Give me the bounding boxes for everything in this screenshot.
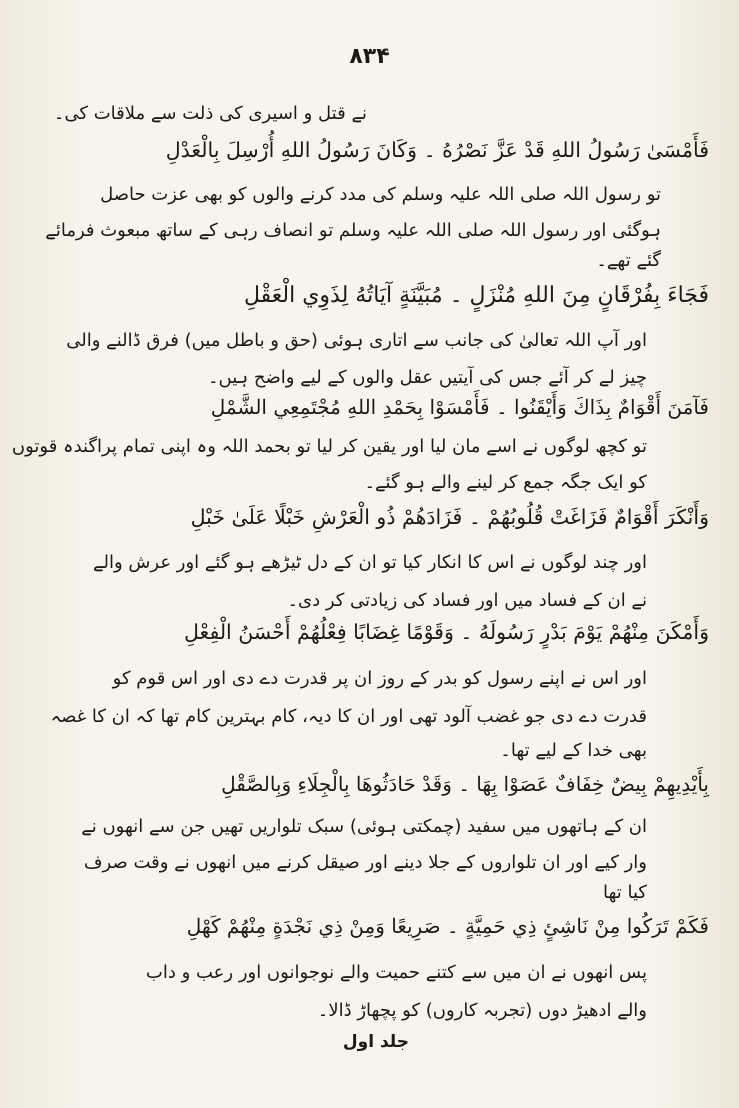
text-line-17: پس انھوں نے ان میں سے کتنے حمیت والے نوجوانوں اور رعب و داب <box>145 962 647 983</box>
text-line-16: کیا تھا <box>603 882 647 903</box>
text-line-3: ہوگئی اور رسول اللہ صلی اللہ علیہ وسلم تو انصاف رہی کے ساتھ مبعوث فرمائے <box>45 220 661 241</box>
page-number: ۸۳۴ <box>349 44 390 69</box>
text-line-13: بھی خدا کے لیے تھا۔ <box>500 740 647 761</box>
verse-line-4: وَأَنْكَرَ أَقْوَامٌ فَزَاغَتْ قُلُوبُهُمْ ۔ فَزَادَهُمْ ذُو الْعَرْشِ خَبْلًا عَلَىٰ خَبْلِ <box>190 505 709 529</box>
verse-line-7: فَكَمْ تَرَكُوا مِنْ نَاشِئٍ ذِي حَمِيَّةٍ ۔ صَرِيعًا وَمِنْ ذِي نَجْدَةٍ مِنْهُمْ كَهْلِ <box>186 914 709 938</box>
text-line-14: ان کے ہاتھوں میں سفید (چمکتی ہوئی) سبک تلواریں تھیں جن سے انھوں نے <box>81 816 647 837</box>
volume-label: جلد اول <box>342 1032 409 1052</box>
verse-line-1: فَأَمْسَىٰ رَسُولُ اللهِ قَدْ عَزَّ نَصْرُهُ ۔ وَكَانَ رَسُولُ اللهِ أُرْسِلَ بِالْعَدْلِ <box>165 138 709 162</box>
verse-line-3: فَآمَنَ أَقْوَامٌ بِذَاكَ وَأَيْقَنُوا ۔ فَأَمْسَوْا بِحَمْدِ اللهِ مُجْتَمِعِي الشَّمْلِ <box>210 395 709 419</box>
verse-line-2: فَجَاءَ بِفُرْقَانٍ مِنَ اللهِ مُنْزَلٍ ۔ مُبَيَّنَةٍ آيَاتُهُ لِذَوِي الْعَقْلِ <box>244 283 709 308</box>
text-line-15: وار کیے اور ان تلواروں کے جلا دینے اور صیقل کرنے میں انھوں نے وقت صرف <box>83 852 647 873</box>
verse-line-5: وَأَمْكَنَ مِنْهُمْ يَوْمَ بَدْرٍ رَسُولَهُ ۔ وَقَوْمًا غِضَابًا فِعْلُهُمْ أَحْسَنُ الْفِعْلِ <box>184 620 709 644</box>
text-line-12: قدرت دے دی جو غضب آلود تھی اور ان کا دیہ، کام بہترین کام تھا کہ ان کا غصہ <box>50 706 647 727</box>
text-line-6: چیز لے کر آئے جس کی آیتیں عقل والوں کے لیے واضح ہیں۔ <box>207 367 647 388</box>
text-line-2: تو رسول اللہ صلی اللہ علیہ وسلم کی مدد کرنے والوں کو بھی عزت حاصل <box>100 184 661 205</box>
text-line-8: کو ایک جگہ جمع کر لینے والے ہو گئے۔ <box>364 472 647 493</box>
text-line-1: نے قتل و اسیری کی ذلت سے ملاقات کی۔ <box>53 103 367 124</box>
text-line-5: اور آپ اللہ تعالیٰ کی جانب سے اتاری ہوئی (حق و باطل میں) فرق ڈالنے والی <box>66 330 647 351</box>
text-line-7: تو کچھ لوگوں نے اسے مان لیا اور یقین کر لیا تو بحمد اللہ وہ اپنی تمام پراگندہ قوتوں <box>11 436 647 457</box>
text-line-9: اور چند لوگوں نے اس کا انکار کیا تو ان کے دل ٹیڑھے ہو گئے اور عرش والے <box>92 552 647 573</box>
text-line-10: نے ان کے فساد میں اور فساد کی زیادتی کر دی۔ <box>287 590 647 611</box>
text-line-18: والے ادھیڑ دوں (تجربہ کاروں) کو پچھاڑ ڈالا۔ <box>317 1000 647 1021</box>
verse-line-6: بِأَيْدِيهِمْ بِيضٌ خِفَافٌ عَصَوْا بِهَا ۔ وَقَدْ حَادَثُوهَا بِالْجِلَاءِ وَبِالصَّقْلِ <box>221 772 709 796</box>
text-line-11: اور اس نے اپنے رسول کو بدر کے روز ان پر قدرت دے دی اور اس قوم کو <box>112 668 647 689</box>
text-line-4: گئے تھے۔ <box>596 250 661 271</box>
